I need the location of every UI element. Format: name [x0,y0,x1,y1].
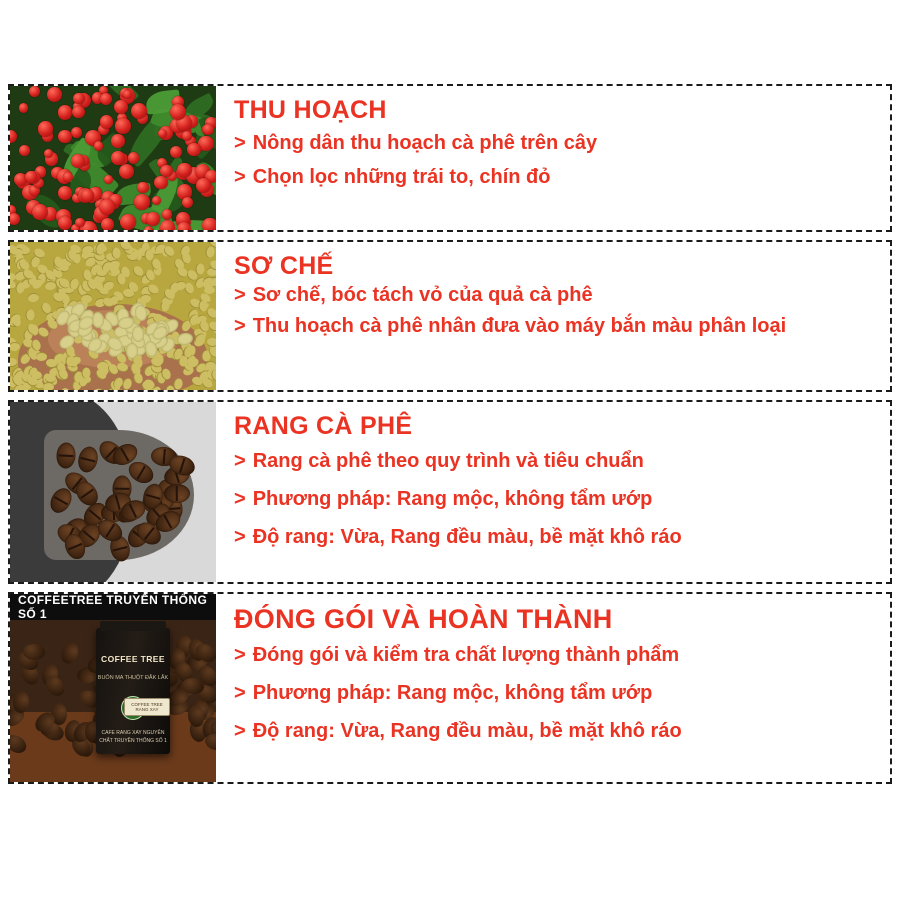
bullet-item [234,165,880,190]
step-body-thu-hoach [216,86,890,230]
step-bullets [234,283,880,339]
coffee-cherry-shape [58,130,71,143]
coffee-cherry-shape [94,141,104,151]
caret-icon: > [234,165,246,188]
roasted-bean-shape [12,690,31,714]
roasted-bean-shape [56,442,76,469]
bullet-text: Rang cà phê theo quy trình và tiêu chuẩn [252,449,644,472]
step-bullets [234,131,880,190]
coffee-cherry-shape [202,218,216,230]
bag-brand-text: COFFEE TREE [101,654,165,664]
step-title: RANG CÀ PHÊ [234,412,413,440]
green-bean-shape [26,310,34,321]
green-bean-shape [81,295,92,304]
bullet-item [234,681,880,706]
bullet-text: Nông dân thu hoạch cà phê trên cây [252,131,598,154]
coffee-cherries-on-branch-photo [10,86,216,230]
bullet-item [234,643,880,668]
coffee-cherry-shape [177,163,191,177]
step-body-so-che [216,242,890,390]
coffee-cherry-shape [137,182,148,193]
bullet-text: Độ rang: Vừa, Rang đều màu, bề mặt khô ráo [252,525,682,548]
green-bean-shape [122,288,134,298]
coffee-cherry-shape [58,105,73,120]
caret-icon: > [234,644,246,667]
bullet-text: Phương pháp: Rang mộc, không tẩm ướp [252,682,653,705]
green-bean-shape [196,263,204,274]
thumbnail-rang-ca-phe [10,402,216,582]
coffee-cherry-shape [72,106,85,119]
coffee-cherry-shape [10,213,20,225]
green-bean-shape [139,294,151,303]
coffee-cherry-shape [101,218,114,230]
bullet-text: Phương pháp: Rang mộc, không tẩm ướp [252,487,653,510]
coffee-cherry-shape [154,176,168,190]
roasted-bean-shape [58,640,81,666]
coffee-cherry-shape [114,100,128,114]
process-step-rang-ca-phe [8,400,892,584]
coffee-roaster-drum-photo [10,402,216,582]
bullet-text: Chọn lọc những trái to, chín đỏ [252,165,551,188]
image-banner-text: COFFEETREE TRUYỀN THỐNG SỐ 1 [10,594,216,620]
caret-icon: > [234,131,246,154]
caret-icon: > [234,720,246,743]
coffee-cherry-shape [32,204,48,220]
bullet-item [234,131,880,156]
coffee-package-bag [96,628,170,754]
bullet-text: Thu hoạch cà phê nhân đưa vào máy bắn màu phân loại [252,314,787,337]
green-bean-shape [15,282,25,294]
bullet-item [234,719,880,744]
process-step-thu-hoach [8,84,892,232]
green-bean-shape [44,281,56,290]
step-title: SƠ CHẾ [234,252,334,280]
coffee-cherry-shape [44,149,53,158]
green-bean-shape [43,383,54,390]
green-bean-shape [27,293,39,303]
thumbnail-so-che [10,242,216,390]
coffee-cherry-shape [75,218,85,228]
roasted-beans-pile [52,448,202,558]
bullet-text: Sơ chế, bóc tách vỏ của quả cà phê [252,283,593,306]
bag-top-seal [100,621,166,631]
coffee-cherry-shape [170,146,183,159]
coffee-cherry-shape [134,194,149,209]
caret-icon: > [234,682,246,705]
green-bean-shape [206,246,215,258]
coffee-cherry-shape [29,86,40,97]
coffee-cherry-shape [144,226,154,230]
coffee-cherry-shape [128,152,139,163]
coffee-cherry-shape [187,143,200,156]
coffee-cherry-shape [47,87,62,102]
step-bullets [234,643,880,744]
caret-icon: > [234,525,246,548]
green-bean-shape [207,338,216,347]
thumbnail-dong-goi [10,594,216,782]
coffee-cherry-shape [158,129,167,138]
coffee-cherry-shape [160,220,175,230]
coffee-cherry-shape [170,104,186,120]
step-body-dong-goi [216,594,890,782]
bag-origin-text: BUÔN MA THUỘT ĐẮK LẮK [97,675,169,681]
process-step-dong-goi [8,592,892,784]
coffee-cherry-shape [71,127,82,138]
coffee-cherry-shape [115,118,131,134]
coffee-cherry-shape [99,199,115,215]
bullet-text: Độ rang: Vừa, Rang đều màu, bề mặt khô ráo [252,720,682,743]
step-title: THU HOẠCH [234,96,387,124]
coffee-cherry-shape [19,103,28,112]
step-title: ĐÓNG GÓI VÀ HOÀN THÀNH [234,604,613,634]
green-bean-shape [82,367,90,378]
roasted-bean-shape [76,444,101,474]
coffee-cherry-shape [100,115,113,128]
caret-icon: > [234,487,246,510]
step-bullets [234,449,880,550]
green-bean-shape [10,358,17,366]
roasted-bean-shape [22,643,45,660]
bullet-item [234,487,880,512]
coffee-cherry-shape [111,151,124,164]
coffee-cherry-shape [25,171,37,183]
coffee-cherry-shape [131,103,147,119]
green-bean-shape [199,300,207,311]
coffee-package-on-beans-photo [10,594,216,782]
green-bean-shape [145,249,154,260]
coffee-cherry-shape [203,124,214,135]
coffee-cherry-shape [182,197,193,208]
coffee-cherry-shape [10,130,17,143]
bullet-text: Đóng gói và kiểm tra chất lượng thành phẩm [252,644,680,667]
process-step-list [8,84,892,792]
bullet-item [234,525,880,550]
roasted-bean-shape [164,484,190,503]
bullet-item [234,314,880,339]
green-coffee-beans-in-hand-photo [10,242,216,390]
coffee-cherry-shape [152,196,161,205]
coffee-cherry-shape [63,172,73,182]
coffee-cherry-shape [111,134,125,148]
step-body-rang-ca-phe [216,402,890,582]
caret-icon: > [234,314,246,337]
green-bean-shape [112,247,121,259]
coffee-cherry-shape [58,186,72,200]
coffee-cherry-shape [119,164,134,179]
coffee-cherry-shape [19,145,30,156]
bag-footer-text: CAFE RANG XAY NGUYÊN CHẤT TRUYỀN THỐNG SỐ 1 [99,730,167,744]
caret-icon: > [234,283,246,306]
coffee-cherry-shape [182,131,192,141]
coffee-cherry-shape [100,93,113,106]
bag-side-label: COFFEE TREE RANG XAY [124,698,170,716]
coffee-cherry-shape [73,93,84,104]
process-step-so-che [8,240,892,392]
thumbnail-thu-hoach [10,86,216,230]
bullet-item [234,449,880,474]
bullet-item [234,283,880,308]
caret-icon: > [234,449,246,472]
